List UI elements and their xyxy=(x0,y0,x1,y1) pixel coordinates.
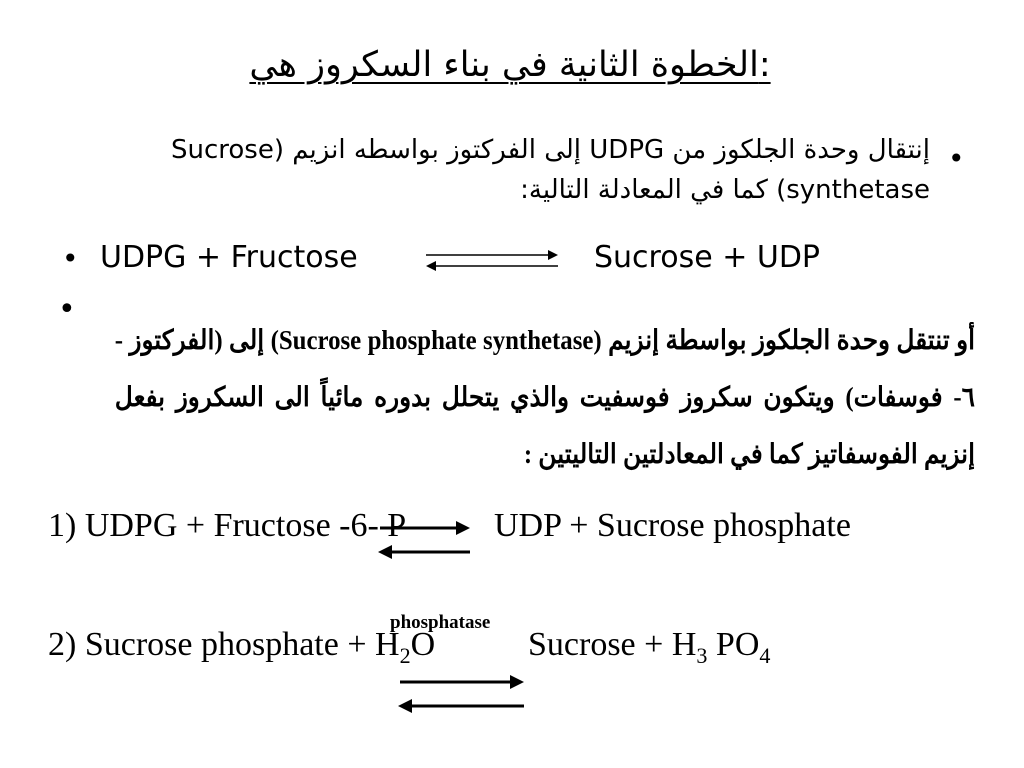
title-text: الخطوة الثانية في بناء السكروز هي: xyxy=(249,45,771,85)
eq2-left-sub: 2 xyxy=(399,642,411,668)
eq2-left-suffix: O xyxy=(410,626,436,663)
reversible-arrow-icon xyxy=(396,672,528,712)
reversible-arrow-icon xyxy=(424,248,560,272)
eq2-right-sub1: 3 xyxy=(696,642,708,668)
eq2-right-prefix: Sucrose + H xyxy=(528,626,697,663)
eq2-left-prefix: 2) Sucrose phosphate + H xyxy=(48,626,400,663)
equation2-left xyxy=(48,625,435,676)
equation0-right: Sucrose + UDP xyxy=(594,240,821,275)
eq2-right-mid: PO xyxy=(707,626,760,663)
bullet-3: • xyxy=(58,292,76,327)
equation0-left: UDPG + Fructose xyxy=(100,240,358,275)
bullet-2: • xyxy=(62,242,79,275)
paragraph-2: أو تنتقل وحدة الجلكوز بواسطة إنزيم (Sucrose phosphate synthetase) إلى (الفركتوز - ٦- فوسفات) ويتكون سكروز فوسفيت والذي يتحلل بدوره مائياً الى السكروز بفعل إنزيم الفوسفاتيز كما في المعادلتين التاليتين : xyxy=(114,325,975,469)
reversible-arrow-icon xyxy=(376,518,474,558)
page-title xyxy=(180,40,840,90)
equation2-right xyxy=(528,625,770,676)
bullet-1: • xyxy=(948,142,965,175)
equation1-left: 1) UDPG + Fructose -6- P xyxy=(48,507,407,544)
paragraph-1: إنتقال وحدة الجلكوز من UDPG إلى الفركتوز بواسطه انزيم (Sucrose synthetase) كما في المعادلة التالية: xyxy=(170,135,930,205)
eq2-right-sub2: 4 xyxy=(759,642,771,668)
equation1-right: UDP + Sucrose phosphate xyxy=(494,507,851,544)
enzyme-label: phosphatase xyxy=(390,612,491,633)
